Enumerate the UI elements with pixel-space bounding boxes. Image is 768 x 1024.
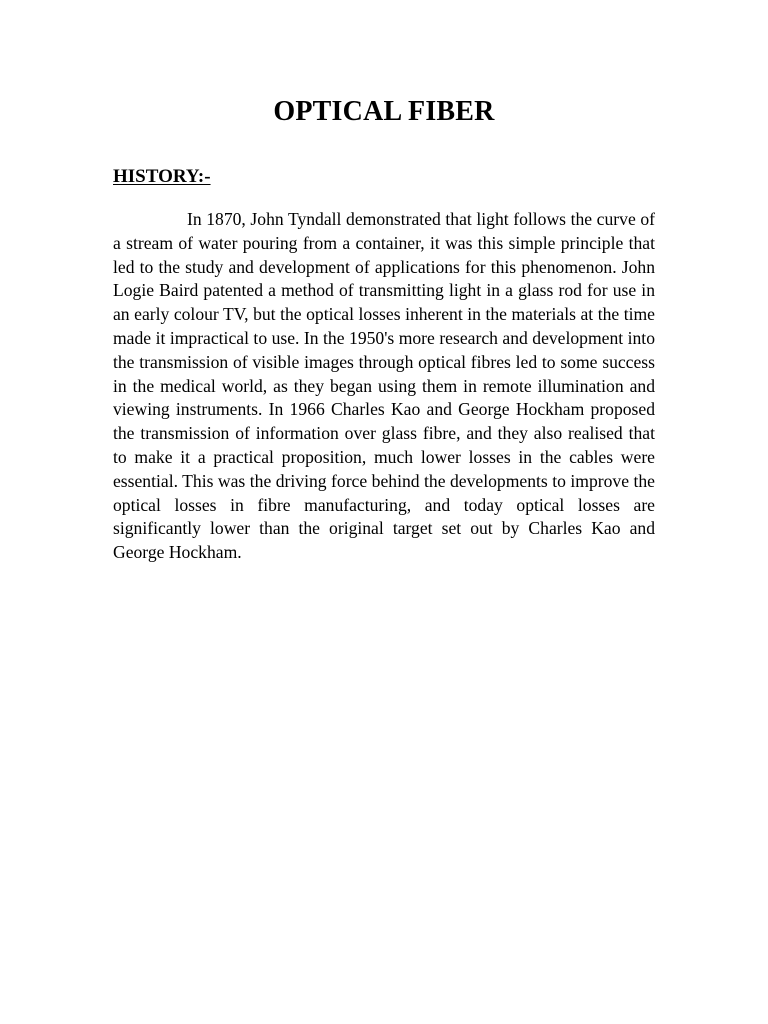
- body-paragraph: In 1870, John Tyndall demonstrated that light follows the curve of a stream of water pouring from a container, it was this simple principle that led to the study and development of applications for this phenomenon. John Logie Baird patented a method of transmitting light in a glass rod for use in an early colour TV, but the optical losses inherent in the materials at the time made it impractical to use. In the 1950's more research and development into the transmission of visible images through optical fibres led to some success in the medical world, as they began using them in remote illumination and viewing instruments. In 1966 Charles Kao and George Hockham proposed the transmission of information over glass fibre, and they also realised that to make it a practical proposition, much lower losses in the cables were essential. This was the driving force behind the developments to improve the optical losses in fibre manufacturing, and today optical losses are significantly lower than the original target set out by Charles Kao and George Hockham.: [113, 209, 655, 563]
- section-heading: HISTORY:-: [113, 166, 211, 187]
- page-title: OPTICAL FIBER: [273, 96, 495, 127]
